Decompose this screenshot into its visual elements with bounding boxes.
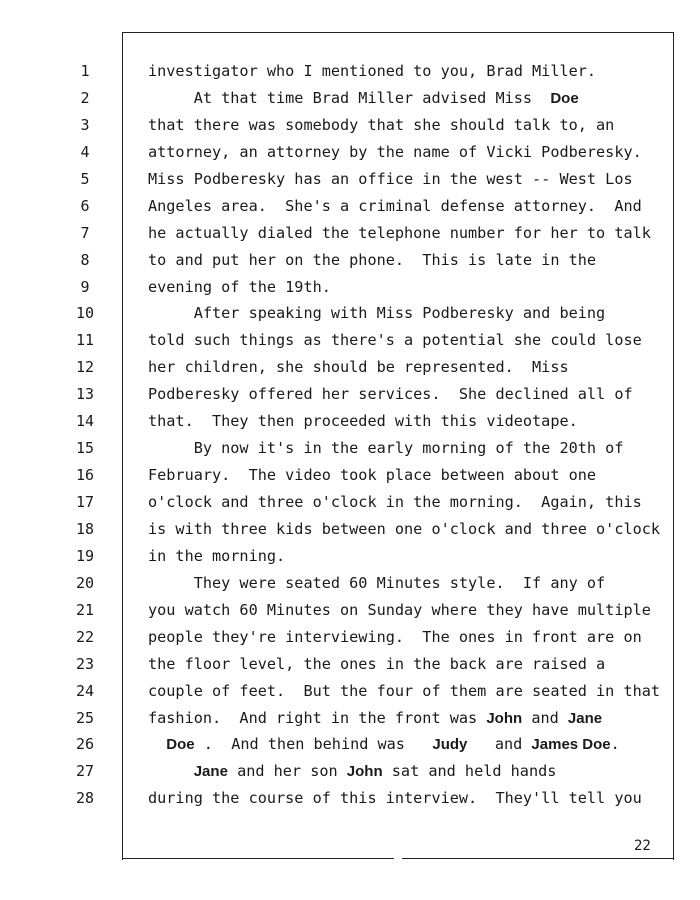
line-number: 3	[80, 115, 90, 134]
line-number-column	[60, 58, 110, 812]
line-number: 7	[80, 223, 90, 242]
transcript-line	[148, 247, 668, 274]
transcript-line	[148, 462, 668, 489]
line-number: 5	[80, 169, 90, 188]
transcript-text	[148, 58, 668, 812]
line-number: 6	[80, 196, 90, 215]
transcript-line	[148, 597, 668, 624]
transcript-line	[148, 381, 668, 408]
line-text: people they're interviewing. The ones in front are on	[148, 627, 642, 646]
line-number: 1	[80, 62, 90, 80]
line-text: After speaking with Miss Podberesky and being	[148, 304, 606, 323]
line-text: February. The video took place between about one	[148, 466, 597, 485]
line-text: couple of feet. But the four of them are seated in that	[148, 681, 661, 700]
transcript-line	[148, 624, 668, 651]
line-text: to and put her on the phone. This is late in the	[148, 250, 597, 269]
line-text: By now it's in the early morning of the 20th of	[148, 439, 624, 458]
line-number: 15	[75, 439, 95, 458]
line-text: in the morning.	[148, 546, 286, 565]
transcript-line	[148, 85, 668, 112]
redacted-name: Jane	[193, 763, 228, 781]
transcript-line	[148, 705, 668, 732]
line-number: 13	[75, 385, 95, 404]
transcript-line	[148, 193, 668, 220]
line-text: the floor level, the ones in the back are raised a	[148, 654, 606, 673]
line-number: 21	[75, 600, 95, 619]
transcript-line	[148, 489, 668, 516]
line-text: told such things as there's a potential she could lose	[148, 331, 642, 350]
transcript-line	[148, 570, 668, 597]
line-text: and her son	[227, 762, 347, 781]
line-number: 8	[80, 250, 90, 269]
transcript-line	[148, 678, 668, 705]
line-text: and	[522, 708, 568, 727]
transcript-line	[148, 112, 668, 139]
line-text	[148, 762, 194, 780]
line-text: that there was somebody that she should talk to, an	[148, 115, 615, 134]
transcript-line	[148, 166, 668, 193]
line-number: 18	[75, 519, 95, 538]
redacted-name: John	[346, 763, 383, 781]
transcript-line	[148, 731, 668, 758]
line-text: o'clock and three o'clock in the morning. Again, this	[148, 493, 642, 511]
line-number: 28	[75, 789, 95, 808]
transcript-line	[148, 274, 668, 301]
line-text: Miss Podberesky has an office in the west -- West Los	[148, 169, 633, 188]
line-text: attorney, an attorney by the name of Vicki Podberesky.	[148, 142, 642, 161]
transcript-line	[148, 651, 668, 678]
line-text: and	[467, 735, 532, 754]
redacted-name: Doe	[550, 89, 579, 107]
page-number: 22	[634, 838, 651, 854]
transcript-line	[148, 139, 668, 166]
line-number: 4	[80, 142, 90, 161]
line-text: sat and held hands	[382, 762, 557, 781]
redacted-name: Judy	[432, 736, 468, 754]
transcript-line	[148, 354, 668, 381]
line-text: investigator who I mentioned to you, Brad Miller.	[148, 62, 597, 80]
line-text: Podberesky offered her services. She declined all of	[148, 385, 633, 404]
transcript-line	[148, 327, 668, 354]
line-text	[148, 735, 166, 753]
redacted-name: Jane	[567, 709, 603, 727]
line-number: 22	[75, 627, 95, 646]
line-number: 2	[80, 88, 90, 107]
line-text: is with three kids between one o'clock and three o'clock	[148, 519, 661, 538]
redacted-name: John	[486, 709, 523, 727]
transcript-line	[148, 435, 668, 462]
line-number: 9	[80, 277, 90, 296]
redacted-name: Doe	[166, 736, 195, 754]
bottom-rule-left	[122, 858, 394, 859]
line-text: you watch 60 Minutes on Sunday where they have multiple	[148, 600, 651, 619]
transcript-line	[148, 516, 668, 543]
line-number: 23	[75, 654, 95, 673]
transcript-line	[148, 785, 668, 812]
bottom-rule-right	[402, 858, 674, 859]
line-text: her children, she should be represented. Miss	[148, 358, 569, 377]
line-number: 20	[75, 573, 95, 592]
line-number: 26	[75, 735, 95, 754]
line-number: 12	[75, 358, 95, 377]
line-number: 27	[75, 762, 95, 781]
line-text: during the course of this interview. They'll tell you	[148, 789, 642, 808]
line-text: Angeles area. She's a criminal defense attorney. And	[148, 196, 642, 215]
line-number: 16	[75, 466, 95, 485]
line-text: fashion. And right in the front was	[148, 708, 487, 727]
line-text: At that time Brad Miller advised Miss	[148, 88, 551, 107]
redacted-name: James Doe	[531, 736, 611, 754]
line-number: 17	[75, 493, 95, 511]
transcript-line	[148, 58, 668, 85]
line-number: 11	[75, 331, 95, 350]
line-text: that. They then proceeded with this videotape.	[148, 412, 578, 431]
line-number: 19	[75, 546, 95, 565]
transcript-line	[148, 408, 668, 435]
line-text: . And then behind was	[194, 735, 433, 754]
line-text: evening of the 19th.	[148, 277, 331, 296]
line-number: 14	[75, 412, 95, 431]
transcript-line	[148, 543, 668, 570]
transcript-line	[148, 758, 668, 785]
line-number: 25	[75, 708, 95, 727]
line-number: 24	[75, 681, 95, 700]
transcript-line	[148, 220, 668, 247]
line-text: he actually dialed the telephone number for her to talk	[148, 223, 651, 242]
line-number: 10	[75, 304, 95, 323]
transcript-line	[148, 300, 668, 327]
line-text: They were seated 60 Minutes style. If any of	[148, 573, 606, 592]
line-text: .	[610, 735, 620, 754]
